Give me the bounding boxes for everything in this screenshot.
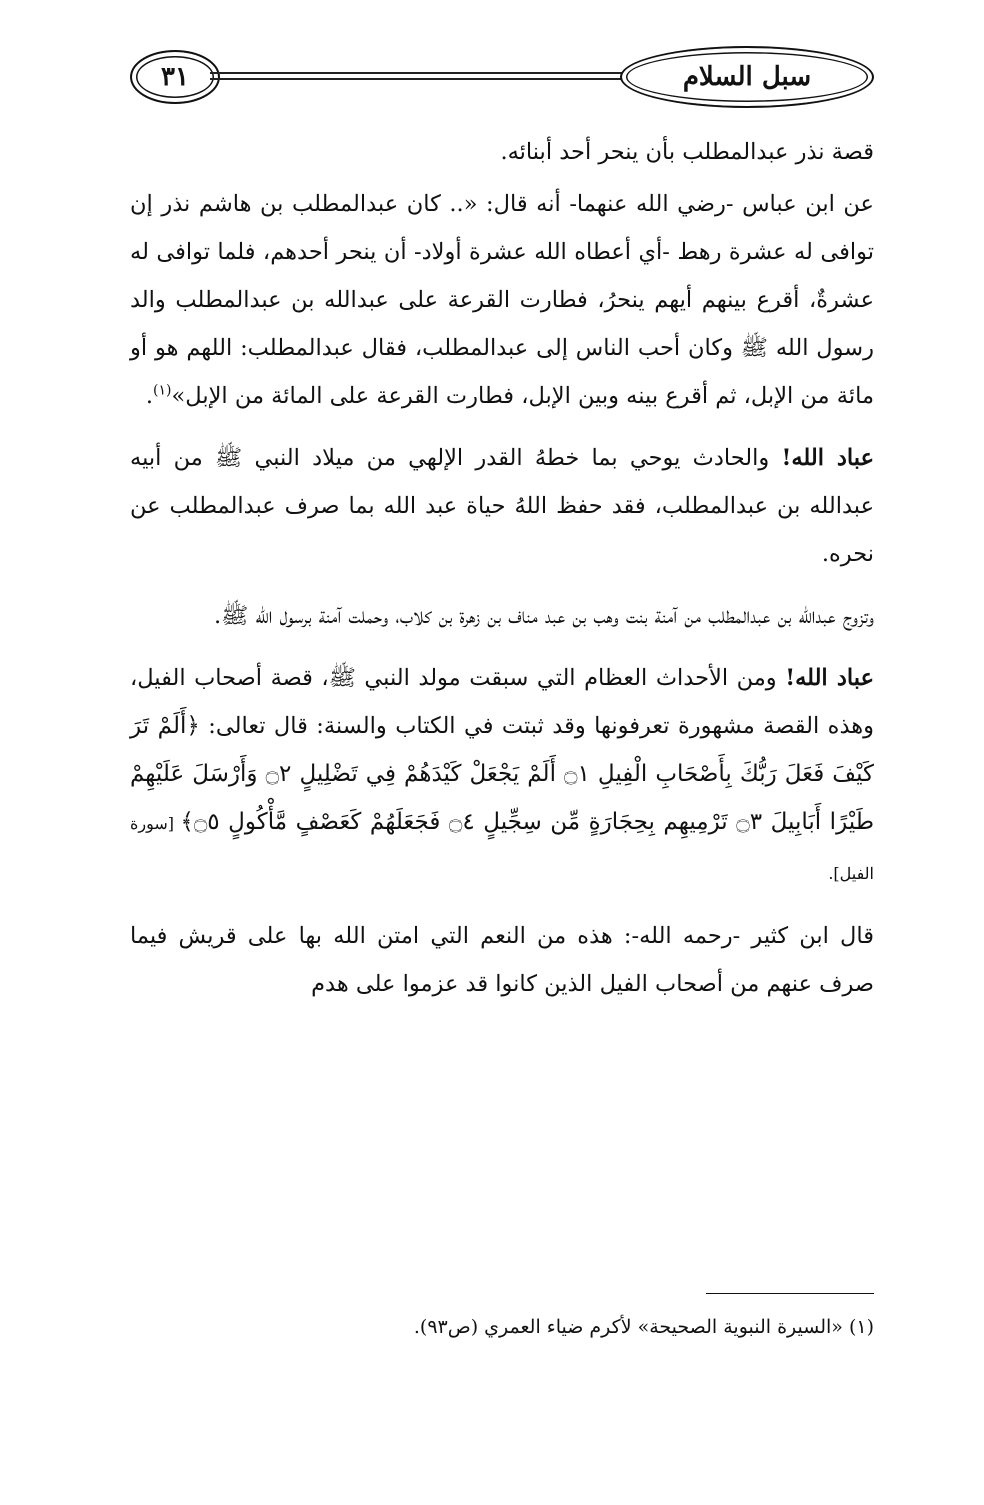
paragraph-lead: عباد الله!	[785, 665, 874, 691]
paragraph	[130, 434, 874, 578]
paragraph	[130, 180, 874, 420]
paragraph-text: ومن الأحداث العظام التي سبقت مولد النبي ﷺ، قصة أصحاب الفيل، وهذه القصة مشهورة تعرفونها وقد ثبتت في الكتاب والسنة: قال تعالى:	[130, 665, 874, 739]
paragraph-lead: عباد الله!	[781, 445, 874, 471]
page-number: ٣١	[161, 62, 189, 92]
paragraph-text: قصة نذر عبدالمطلب بأن ينحر أحد أبنائه.	[500, 139, 874, 165]
paragraph-text: عن ابن عباس -رضي الله عنهما- أنه قال: «.. كان عبدالمطلب بن هاشم نذر إن توافى له عشرة رهط -أي أعطاه الله عشرة أولاد- أن ينحر أحدهم، فلما توافى له عشرةٌ، أقرع بينهم أيهم ينحرُ، فطارت القرعة على عبدالله بن عبدالمطلب والد رسول الله ﷺ وكان أحب الناس إلى عبدالمطلب، فقال عبدالمطلب: اللهم هو أو مائة من الإبل، ثم أقرع بينه وبين الإبل، فطارت القرعة على المائة من الإبل»	[130, 191, 874, 409]
paragraph	[130, 912, 874, 1008]
book-title-badge	[620, 46, 874, 108]
paragraph	[130, 128, 874, 176]
page-body	[130, 128, 874, 1022]
page-number-badge	[130, 50, 220, 104]
footnote-divider	[706, 1293, 874, 1294]
paragraph	[130, 654, 874, 898]
paragraph-text: وتزوج عبدالله بن عبدالمطلب من آمنة بنت وهب بن عبد مناف بن زهرة بن كلاب، وحملت آمنة برسول الله ﷺ.	[214, 603, 874, 629]
paragraph	[130, 592, 874, 640]
header-rule	[210, 78, 624, 80]
page-header	[130, 40, 874, 110]
paragraph-text: قال ابن كثير -رحمه الله-: هذه من النعم التي امتن الله بها على قريش فيما صرف عنهم من أصحاب الفيل الذين كانوا قد عزموا على هدم	[130, 923, 874, 997]
footnote	[130, 1312, 874, 1342]
surah-reference: [سورة الفيل].	[130, 814, 874, 883]
footnote-reference: (١)	[153, 382, 172, 399]
book-title: سبل السلام	[682, 62, 812, 92]
footnote-text: (١) «السيرة النبوية الصحيحة» لأكرم ضياء العمري (ص٩٣).	[413, 1316, 874, 1338]
paragraph-end: .	[145, 383, 154, 409]
header-rule	[210, 72, 624, 74]
quran-verse: ﴿أَلَمْ تَرَ كَيْفَ فَعَلَ رَبُّكَ بِأَصْحَابِ الْفِيلِ ۝١ أَلَمْ يَجْعَلْ كَيْدَهُمْ فِي تَضْلِيلٍ ۝٢ وَأَرْسَلَ عَلَيْهِمْ طَيْرًا أَبَابِيلَ ۝٣ تَرْمِيهِم بِحِجَارَةٍ مِّن سِجِّيلٍ ۝٤ فَجَعَلَهُمْ كَعَصْفٍ مَّأْكُولٍ ۝٥﴾	[130, 713, 875, 835]
paragraph-text: والحادث يوحي بما خطهُ القدر الإلهي من ميلاد النبي ﷺ من أبيه عبدالله بن عبدالمطلب، فقد حفظ اللهُ حياة عبد الله بما صرف عبدالمطلب عن نحره.	[130, 445, 874, 567]
